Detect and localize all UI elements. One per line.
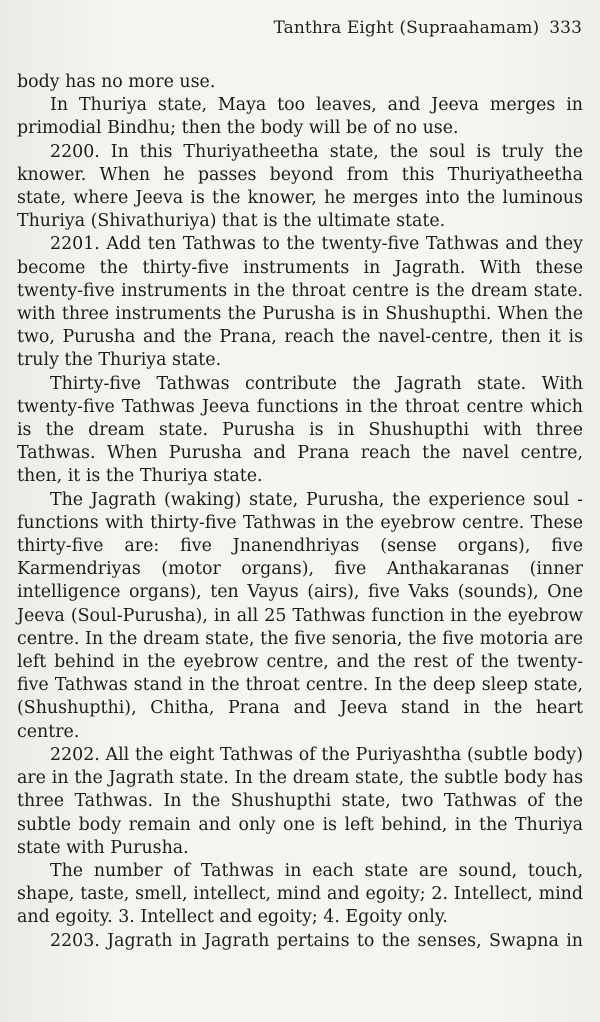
paragraph-verse-2200: 2200. In this Thuriyatheetha state, the soul is truly the knower. When he passes beyond from this Thuriyatheetha state, where Jeeva is the knower, he merges into the luminous Thuriya (Shivathuriya) that is the ultimate state.	[17, 141, 583, 232]
paragraph: The number of Tathwas in each state are sound, touch, shape, taste, smell, intellect, mind and egoity; 2. Intellect, mind and egoity. 3. Intellect and egoity; 4. Egoity only.	[17, 860, 583, 928]
page-number: 333	[549, 18, 582, 38]
paragraph: Thirty-five Tathwas contribute the Jagrath state. With twenty-five Tathwas Jeeva functions in the throat centre which is the dream state. Purusha is in Shushupthi with three Tathwas. When Purusha and Prana reach the navel centre, then, it is the Thuriya state.	[17, 373, 583, 487]
paragraph-verse-2203: 2203. Jagrath in Jagrath pertains to the senses, Swapna in	[50, 930, 583, 951]
paragraph-continuation: body has no more use.	[17, 72, 216, 92]
running-title: Tanthra Eight (Supraahamam)	[273, 18, 540, 38]
paragraph: In Thuriya state, Maya too leaves, and Jeeva merges in primodial Bindhu; then the body will be of no use.	[17, 95, 583, 139]
paragraph-verse-2202: 2202. All the eight Tathwas of the Puriyashtha (subtle body) are in the Jagrath state. In the dream state, the subtle body has three Tathwas. In the Shushupthi state, two Tathwas of the subtle body remain and only one is left behind, in the Thuriya state with Purusha.	[17, 744, 583, 858]
page-body-text	[17, 71, 583, 953]
paragraph: The Jagrath (waking) state, Purusha, the experience soul - functions with thirty-five Tathwas in the eyebrow centre. These thirty-five are: five Jnanendhriyas (sense organs), five Karmendriyas (motor organs), five Anthakaranas (inner intelligence organs), ten Vayus (airs), five Vaks (sounds), One Jeeva (Soul-Purusha), in all 25 Tathwas function in the eyebrow centre. In the dream state, the five senoria, the five motoria are left behind in the eyebrow centre, and the rest of the twenty-five Tathwas stand in the throat centre. In the deep sleep state, (Shushupthi), Chitha, Prana and Jeeva stand in the heart centre.	[17, 489, 583, 742]
running-head	[273, 18, 582, 38]
paragraph-verse-2201: 2201. Add ten Tathwas to the twenty-five Tathwas and they become the thirty-five instruments in Jagrath. With these twenty-five instruments in the throat centre is the dream state. with three instruments the Purusha is in Shushupthi. When the two, Purusha and the Prana, reach the navel-centre, then it is truly the Thuriya state.	[17, 234, 583, 371]
